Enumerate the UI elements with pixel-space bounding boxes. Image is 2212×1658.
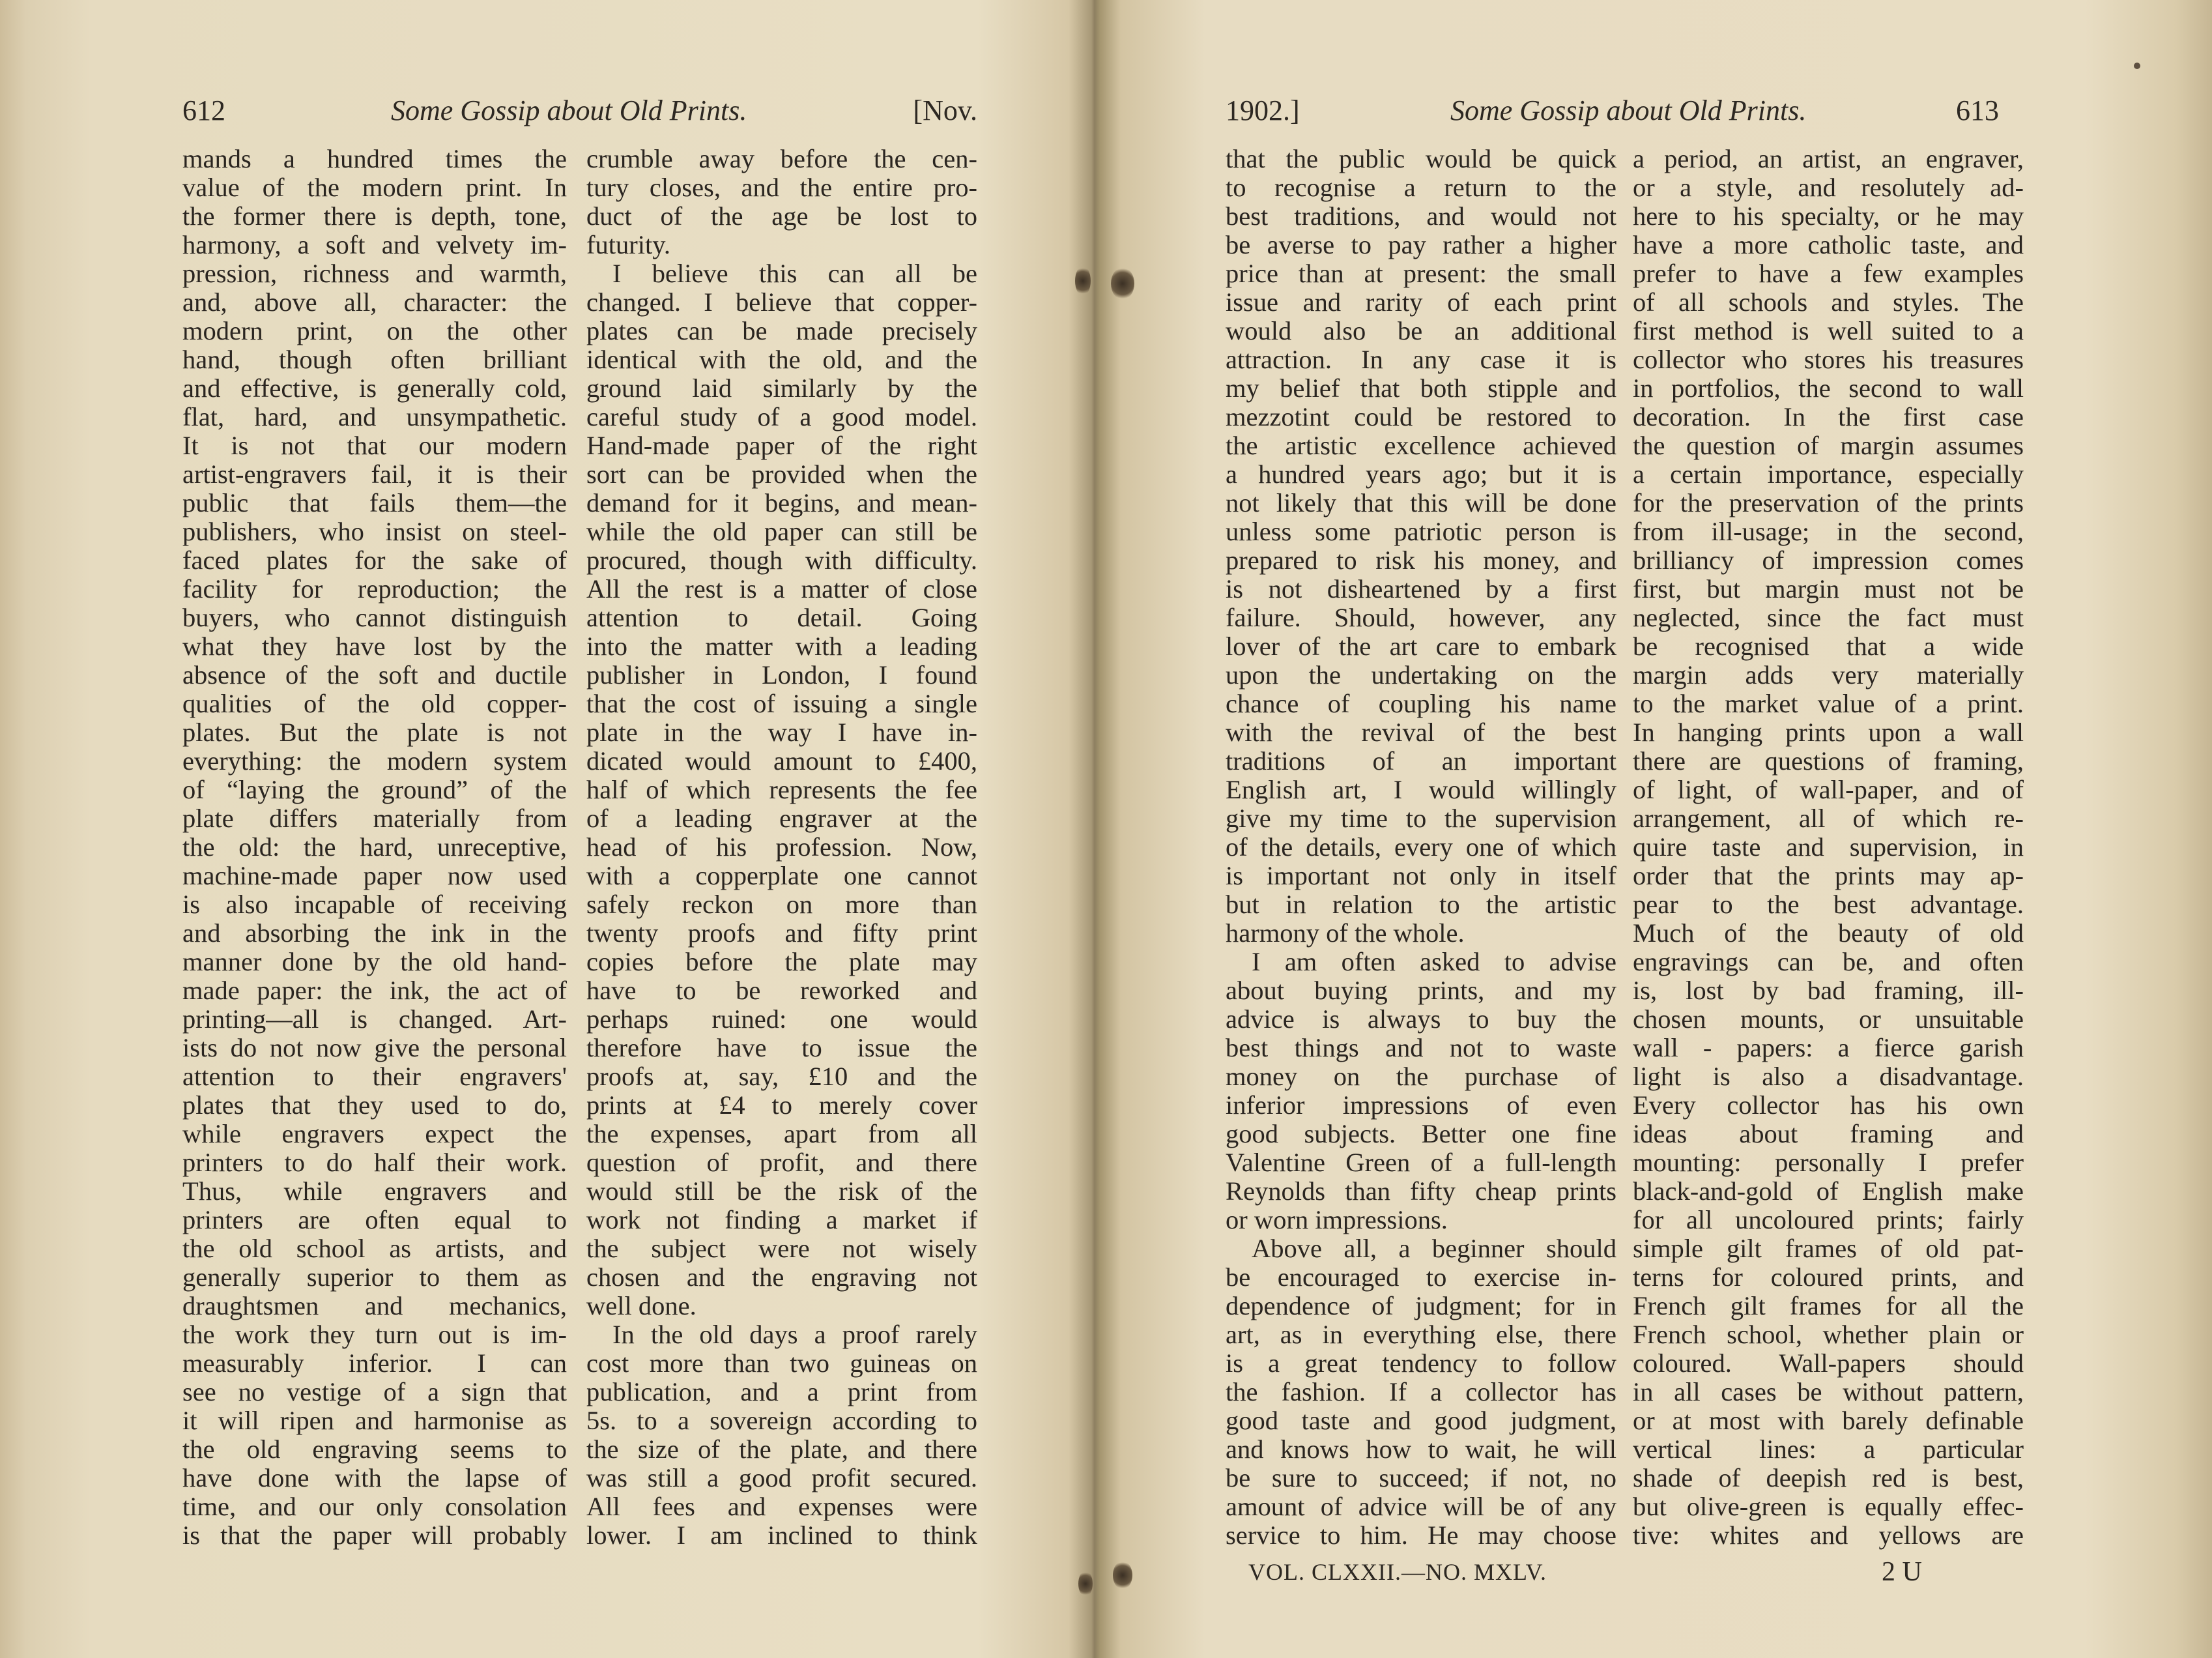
running-title: Some Gossip about Old Prints. (391, 95, 747, 126)
text-line: the old engraving seems to (182, 1435, 567, 1464)
text-line: and effective, is generally cold, (182, 374, 567, 403)
text-line: flat, hard, and unsympathetic. (182, 403, 567, 431)
text-line: cost more than two guineas on (586, 1349, 977, 1378)
text-line: for all uncoloured prints; fairly (1633, 1206, 2024, 1234)
text-line: be encouraged to exercise in- (1226, 1263, 1616, 1292)
text-line: pression, richness and warmth, (182, 259, 567, 288)
text-line: money on the purchase of (1226, 1062, 1616, 1091)
text-line: crumble away before the cen- (586, 145, 977, 173)
text-line: good subjects. Better one fine (1226, 1120, 1616, 1148)
text-line: sort can be provided when the (586, 460, 977, 489)
text-line: the expenses, apart from all (586, 1120, 977, 1148)
text-line: into the matter with a leading (586, 632, 977, 661)
text-line: would also be an additional (1226, 317, 1616, 345)
text-line: facility for reproduction; the (182, 575, 567, 604)
text-line: lower. I am inclined to think (586, 1521, 977, 1550)
text-line: harmony, a soft and velvety im- (182, 231, 567, 259)
text-line: plate differs materially from (182, 804, 567, 833)
text-line: is that the paper will probably (182, 1521, 567, 1550)
text-line: careful study of a good model. (586, 403, 977, 431)
text-line: have done with the lapse of (182, 1464, 567, 1492)
text-line: the size of the plate, and there (586, 1435, 977, 1464)
text-line: perhaps ruined: one would (586, 1005, 977, 1034)
right-page (1100, 0, 2212, 1658)
text-line: It is not that our modern (182, 431, 567, 460)
text-line: modern print, on the other (182, 317, 567, 345)
text-line: tive: whites and yellows are (1633, 1521, 2024, 1550)
date-mark: [Nov. (913, 95, 977, 126)
signature-mark: 2 U (1882, 1557, 1922, 1587)
text-line: everything: the modern system (182, 747, 567, 776)
text-line: best things and not to waste (1226, 1034, 1616, 1062)
text-line: Hand-made paper of the right (586, 431, 977, 460)
text-line: or a style, and resolutely ad- (1633, 173, 2024, 202)
text-line: In the old days a proof rarely (612, 1320, 977, 1349)
text-line: I believe this can all be (612, 259, 977, 288)
text-line: half of which represents the fee (586, 776, 977, 804)
text-line: and absorbing the ink in the (182, 919, 567, 948)
text-line: brilliancy of impression comes (1633, 546, 2024, 575)
text-line: what they have lost by the (182, 632, 567, 661)
text-line: traditions of an important (1226, 747, 1616, 776)
text-line: the work they turn out is im- (182, 1320, 567, 1349)
text-line: but olive-green is equally effec- (1633, 1492, 2024, 1521)
text-line: there are questions of framing, (1633, 747, 2024, 776)
text-line: have a more catholic taste, and (1633, 231, 2024, 259)
text-line: Every collector has his own (1633, 1091, 2024, 1120)
text-line: and knows how to wait, he will (1226, 1435, 1616, 1464)
text-line: is also incapable of receiving (182, 890, 567, 919)
text-line: In hanging prints upon a wall (1633, 718, 2024, 747)
text-line: duct of the age be lost to (586, 202, 977, 231)
text-line: not likely that this will be done (1226, 489, 1616, 517)
binding-hole (1113, 1561, 1132, 1590)
text-line: margin adds very materially (1633, 661, 2024, 690)
text-line: All fees and expenses were (586, 1492, 977, 1521)
text-line: All the rest is a matter of close (586, 575, 977, 604)
text-line: give my time to the supervision (1226, 804, 1616, 833)
text-line: mounting: personally I prefer (1633, 1148, 2024, 1177)
text-line: from ill-usage; in the second, (1633, 517, 2024, 546)
text-line: here to his specialty, or he may (1633, 202, 2024, 231)
text-line: a period, an artist, an engraver, (1633, 145, 2024, 173)
text-line: changed. I believe that copper- (586, 288, 977, 317)
text-line: therefore have to issue the (586, 1034, 977, 1062)
text-line: printers are often equal to (182, 1206, 567, 1234)
text-line: for the preservation of the prints (1633, 489, 2024, 517)
text-line: is not disheartened by a first (1226, 575, 1616, 604)
text-line: of the details, every one of which (1226, 833, 1616, 862)
text-line: to the market value of a print. (1633, 690, 2024, 718)
text-line: the artistic excellence achieved (1226, 431, 1616, 460)
text-line: ists do not now give the personal (182, 1034, 567, 1062)
text-line: plate in the way I have in- (586, 718, 977, 747)
text-line: plates. But the plate is not (182, 718, 567, 747)
text-line: time, and our only consolation (182, 1492, 567, 1521)
text-line: with a copperplate one cannot (586, 862, 977, 890)
text-line: tury closes, and the entire pro- (586, 173, 977, 202)
text-line: the old school as artists, and (182, 1234, 567, 1263)
text-line: a certain importance, especially (1633, 460, 2024, 489)
text-line: that the public would be quick (1226, 145, 1616, 173)
text-line: well done. (586, 1292, 697, 1320)
text-line: wall - papers: a fierce garish (1633, 1034, 2024, 1062)
text-line: coloured. Wall-papers should (1633, 1349, 2024, 1378)
text-line: faced plates for the sake of (182, 546, 567, 575)
text-line: or at most with barely definable (1633, 1406, 2024, 1435)
text-line: or worn impressions. (1226, 1206, 1448, 1234)
text-line: prefer to have a few examples (1633, 259, 2024, 288)
text-line: be recognised that a wide (1633, 632, 2024, 661)
text-line: made paper: the ink, the act of (182, 976, 567, 1005)
text-line: is, lost by bad framing, ill- (1633, 976, 2024, 1005)
text-line: draughtsmen and mechanics, (182, 1292, 567, 1320)
text-line: about buying prints, and my (1226, 976, 1616, 1005)
running-head (182, 88, 977, 134)
text-line: ground laid similarly by the (586, 374, 977, 403)
text-line: quire taste and supervision, in (1633, 833, 2024, 862)
text-line: have to be reworked and (586, 976, 977, 1005)
text-line: safely reckon on more than (586, 890, 977, 919)
text-line: is important not only in itself (1226, 862, 1616, 890)
text-line: first, but margin must not be (1633, 575, 2024, 604)
text-line: the question of margin assumes (1633, 431, 2024, 460)
text-line: first method is well suited to a (1633, 317, 2024, 345)
text-line: the subject were not wisely (586, 1234, 977, 1263)
text-line: engravings can be, and often (1633, 948, 2024, 976)
text-line: light is also a disadvantage. (1633, 1062, 2024, 1091)
text-line: issue and rarity of each print (1226, 288, 1616, 317)
text-line: plates that they used to do, (182, 1091, 567, 1120)
text-column-right-1 (1226, 145, 1616, 1550)
volume-line: VOL. CLXXII.—NO. MXLV. (1248, 1559, 1547, 1585)
text-line: of a leading engraver at the (586, 804, 977, 833)
text-line: the former there is depth, tone, (182, 202, 567, 231)
text-line: publication, and a print from (586, 1378, 977, 1406)
text-column-left-1 (182, 145, 567, 1550)
text-line: identical with the old, and the (586, 345, 977, 374)
text-line: question of profit, and there (586, 1148, 977, 1177)
text-line: service to him. He may choose (1226, 1521, 1616, 1550)
text-line: vertical lines: a particular (1633, 1435, 2024, 1464)
text-line: be sure to succeed; if not, no (1226, 1464, 1616, 1492)
text-line: chosen and the engraving not (586, 1263, 977, 1292)
text-line: shade of deepish red is best, (1633, 1464, 2024, 1492)
text-line: futurity. (586, 231, 670, 259)
text-line: art, as in everything else, there (1226, 1320, 1616, 1349)
text-line: see no vestige of a sign that (182, 1378, 567, 1406)
text-line: was still a good profit secured. (586, 1464, 977, 1492)
text-line: advice is always to buy the (1226, 1005, 1616, 1034)
text-line: the old: the hard, unreceptive, (182, 833, 567, 862)
text-line: good taste and good judgment, (1226, 1406, 1616, 1435)
running-title: Some Gossip about Old Prints. (1450, 95, 1807, 126)
text-line: generally superior to them as (182, 1263, 567, 1292)
text-line: manner done by the old hand- (182, 948, 567, 976)
text-line: procured, though with difficulty. (586, 546, 977, 575)
text-line: mezzotint could be restored to (1226, 403, 1616, 431)
text-line: of “laying the ground” of the (182, 776, 567, 804)
text-line: publisher in London, I found (586, 661, 977, 690)
text-line: that the cost of issuing a single (586, 690, 977, 718)
text-line: English art, I would willingly (1226, 776, 1616, 804)
text-line: collector who stores his treasures (1633, 345, 2024, 374)
text-line: failure. Should, however, any (1226, 604, 1616, 632)
text-line: plates can be made precisely (586, 317, 977, 345)
text-line: neglected, since the fact must (1633, 604, 2024, 632)
text-line: lover of the art care to embark (1226, 632, 1616, 661)
text-line: pear to the best advantage. (1633, 890, 2024, 919)
text-line: while the old paper can still be (586, 517, 977, 546)
text-column-right-2 (1633, 145, 2024, 1550)
text-line: price than at present: the small (1226, 259, 1616, 288)
text-line: of light, of wall-paper, and of (1633, 776, 2024, 804)
text-line: simple gilt frames of old pat- (1633, 1234, 2024, 1263)
text-line: unless some patriotic person is (1226, 517, 1616, 546)
text-line: Much of the beauty of old (1633, 919, 2024, 948)
text-line: printing—all is changed. Art- (182, 1005, 567, 1034)
text-line: dicated would amount to £400, (586, 747, 977, 776)
text-line: machine-made paper now used (182, 862, 567, 890)
text-line: twenty proofs and fifty print (586, 919, 977, 948)
text-line: and, above all, character: the (182, 288, 567, 317)
text-line: it will ripen and harmonise as (182, 1406, 567, 1435)
text-line: best traditions, and would not (1226, 202, 1616, 231)
text-line: the fashion. If a collector has (1226, 1378, 1616, 1406)
text-line: artist-engravers fail, it is their (182, 460, 567, 489)
text-line: copies before the plate may (586, 948, 977, 976)
text-line: a hundred years ago; but it is (1226, 460, 1616, 489)
text-line: chosen mounts, or unsuitable (1633, 1005, 2024, 1034)
text-line: publishers, who insist on steel- (182, 517, 567, 546)
page-number: 612 (182, 95, 225, 126)
text-line: Thus, while engravers and (182, 1177, 567, 1206)
text-line: qualities of the old copper- (182, 690, 567, 718)
text-line: is a great tendency to follow (1226, 1349, 1616, 1378)
text-line: attraction. In any case it is (1226, 345, 1616, 374)
text-line: I am often asked to advise (1252, 948, 1616, 976)
text-line: proofs at, say, £10 and the (586, 1062, 977, 1091)
text-line: demand for it begins, and mean- (586, 489, 977, 517)
text-line: amount of advice will be of any (1226, 1492, 1616, 1521)
text-line: prepared to risk his money, and (1226, 546, 1616, 575)
text-line: be averse to pay rather a higher (1226, 231, 1616, 259)
text-line: prints at £4 to merely cover (586, 1091, 977, 1120)
text-line: decoration. In the first case (1633, 403, 2024, 431)
running-head (1226, 88, 1999, 134)
text-line: attention to detail. Going (586, 604, 977, 632)
text-line: while engravers expect the (182, 1120, 567, 1148)
text-line: printers to do half their work. (182, 1148, 567, 1177)
text-line: absence of the soft and ductile (182, 661, 567, 690)
text-line: work not finding a market if (586, 1206, 977, 1234)
page-number: 613 (1956, 95, 1999, 126)
text-line: to recognise a return to the (1226, 173, 1616, 202)
text-line: inferior impressions of even (1226, 1091, 1616, 1120)
text-line: Valentine Green of a full-length (1226, 1148, 1616, 1177)
text-line: in all cases be without pattern, (1633, 1378, 2024, 1406)
text-line: with the revival of the best (1226, 718, 1616, 747)
text-line: in portfolios, the second to wall (1633, 374, 2024, 403)
text-line: head of his profession. Now, (586, 833, 977, 862)
text-line: upon the undertaking on the (1226, 661, 1616, 690)
text-line: dependence of judgment; for in (1226, 1292, 1616, 1320)
text-line: terns for coloured prints, and (1633, 1263, 2024, 1292)
text-line: but in relation to the artistic (1226, 890, 1616, 919)
text-line: value of the modern print. In (182, 173, 567, 202)
text-line: hand, though often brilliant (182, 345, 567, 374)
text-column-left-2 (586, 145, 977, 1550)
text-line: chance of coupling his name (1226, 690, 1616, 718)
text-line: measurably inferior. I can (182, 1349, 567, 1378)
text-line: ideas about framing and (1633, 1120, 2024, 1148)
text-line: French school, whether plain or (1633, 1320, 2024, 1349)
text-line: my belief that both stipple and (1226, 374, 1616, 403)
text-line: attention to their engravers' (182, 1062, 567, 1091)
text-line: 5s. to a sovereign according to (586, 1406, 977, 1435)
text-line: mands a hundred times the (182, 145, 567, 173)
text-line: French gilt frames for all the (1633, 1292, 2024, 1320)
text-line: harmony of the whole. (1226, 919, 1465, 948)
text-line: would still be the risk of the (586, 1177, 977, 1206)
text-line: order that the prints may ap- (1633, 862, 2024, 890)
text-line: public that fails them—the (182, 489, 567, 517)
text-line: black-and-gold of English make (1633, 1177, 2024, 1206)
text-line: of all schools and styles. The (1633, 288, 2024, 317)
date-mark: 1902.] (1226, 95, 1300, 126)
binding-hole (1078, 1571, 1093, 1597)
text-line: arrangement, all of which re- (1633, 804, 2024, 833)
paper-speck (2134, 63, 2140, 69)
text-line: Reynolds than fifty cheap prints (1226, 1177, 1616, 1206)
left-page (0, 0, 1091, 1658)
binding-hole (1075, 266, 1091, 296)
binding-hole (1111, 267, 1134, 300)
text-line: buyers, who cannot distinguish (182, 604, 567, 632)
text-line: Above all, a beginner should (1252, 1234, 1616, 1263)
